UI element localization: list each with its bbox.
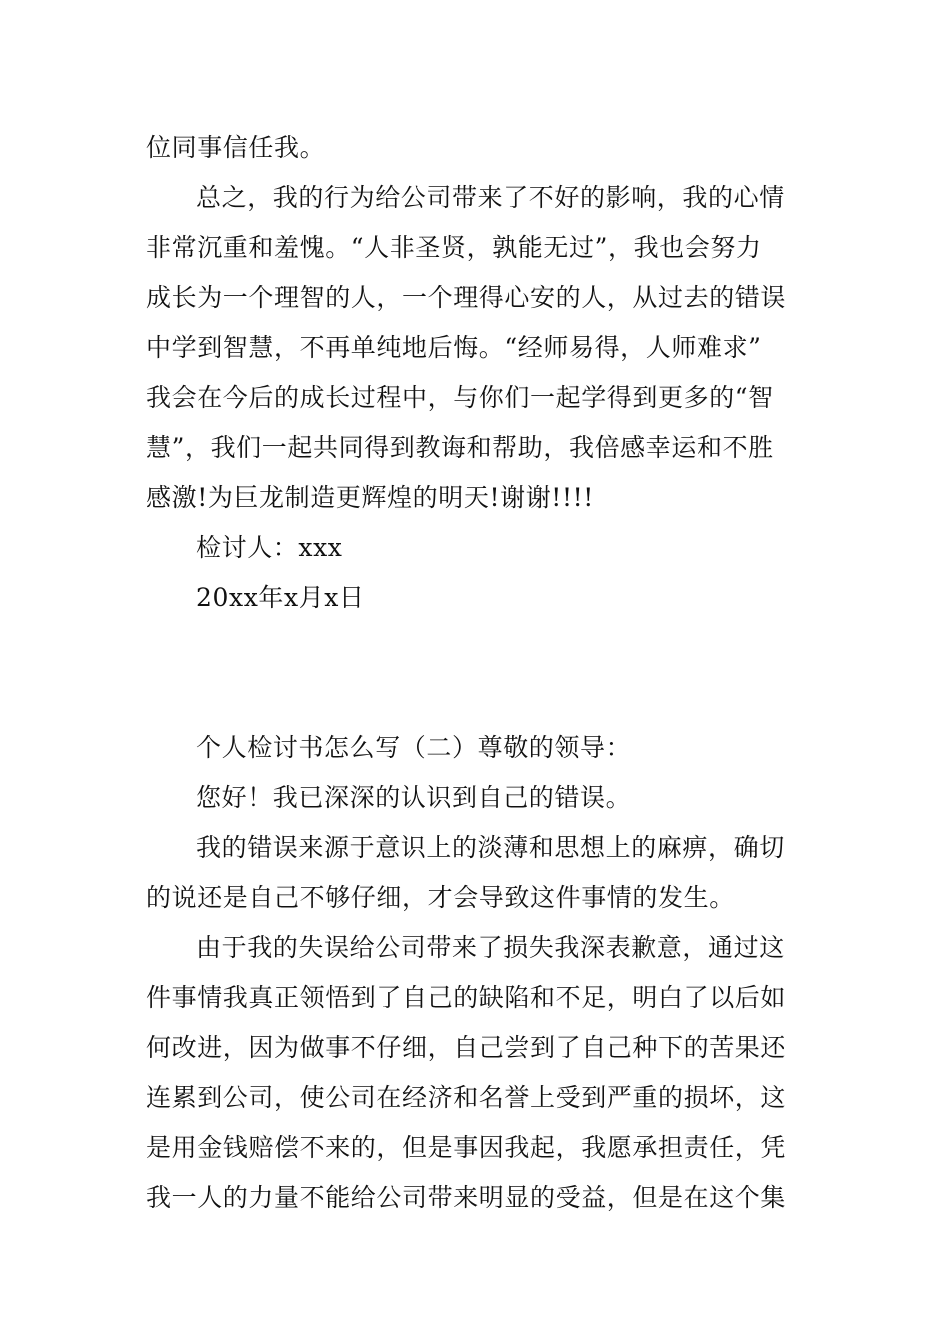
- paragraph-line: 我会在今后的成长过程中，与你们一起学得到更多的“智: [146, 383, 774, 412]
- paragraph-line: 成长为一个理智的人，一个理得心安的人，从过去的错误: [146, 283, 787, 312]
- greeting-line: 您好！我已深深的认识到自己的错误。: [196, 783, 632, 812]
- signature-date: 20xx年x月x日: [196, 583, 365, 612]
- paragraph-line: 我一人的力量不能给公司带来明显的受益，但是在这个集: [146, 1183, 787, 1212]
- paragraph-line: 件事情我真正领悟到了自己的缺陷和不足，明白了以后如: [146, 983, 787, 1012]
- paragraph-line: 何改进，因为做事不仔细，自己尝到了自己种下的苦果还: [146, 1033, 787, 1062]
- paragraph-line: 连累到公司，使公司在经济和名誉上受到严重的损坏，这: [146, 1083, 787, 1112]
- paragraph-line: 感激!为巨龙制造更辉煌的明天!谢谢!!!!: [146, 483, 594, 512]
- paragraph-line: 我的错误来源于意识上的淡薄和思想上的麻痹，确切: [196, 833, 785, 862]
- paragraph-line: 慧”，我们一起共同得到教诲和帮助，我倍感幸运和不胜: [146, 433, 774, 462]
- paragraph-line: 总之，我的行为给公司带来了不好的影响，我的心情: [196, 183, 785, 212]
- paragraph-line: 是用金钱赔偿不来的，但是事因我起，我愿承担责任，凭: [146, 1133, 787, 1162]
- signature-name: 检讨人：xxx: [196, 533, 343, 562]
- paragraph-line: 非常沉重和羞愧。“人非圣贤，孰能无过”，我也会努力: [146, 233, 762, 262]
- paragraph-line: 位同事信任我。: [146, 133, 326, 162]
- paragraph-line: 中学到智慧，不再单纯地后悔。“经师易得，人师难求”: [146, 333, 762, 362]
- paragraph-line: 由于我的失误给公司带来了损失我深表歉意，通过这: [196, 933, 785, 962]
- paragraph-line: 的说还是自己不够仔细，才会导致这件事情的发生。: [146, 883, 735, 912]
- section-heading: 个人检讨书怎么写（二）尊敬的领导：: [196, 733, 632, 762]
